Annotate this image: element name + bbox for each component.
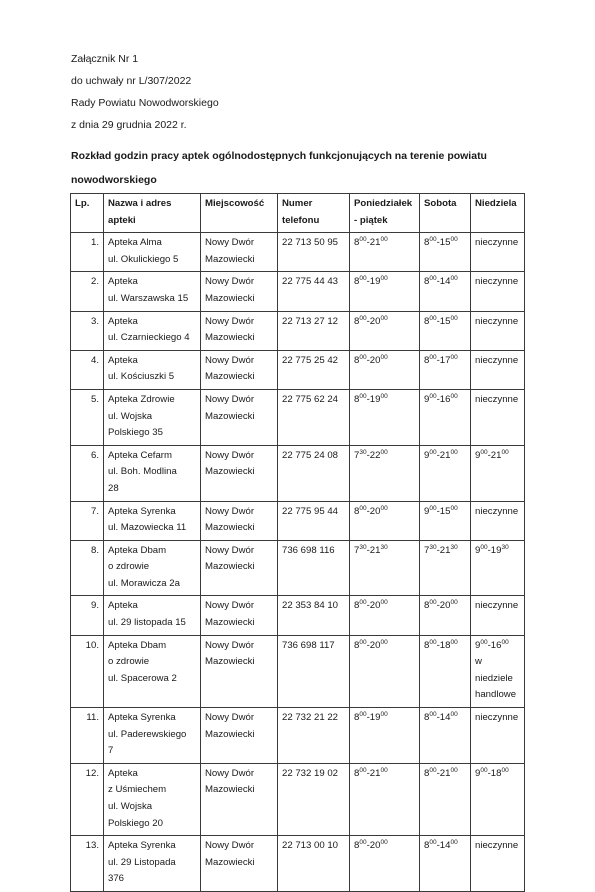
cell-phone: 22 775 95 44 (278, 501, 350, 540)
weekday-open-hour: 8 (354, 354, 360, 366)
sunday-close-hour: 21 (490, 449, 502, 461)
cell-city: Nowy Dwór Mazowiecki (201, 836, 278, 892)
table-row (71, 445, 525, 501)
saturday-open-minutes: 00 (429, 353, 437, 361)
sunday-closed-text: nieczynne (475, 712, 519, 724)
cell-city: Nowy Dwór Mazowiecki (201, 501, 278, 540)
saturday-open-minutes: 00 (429, 711, 437, 719)
cell-lp: 1. (71, 233, 104, 272)
cell-phone: 736 698 116 (278, 540, 350, 596)
table-row (71, 708, 525, 764)
weekday-close-minutes: 00 (380, 711, 388, 719)
saturday-open-hour: 8 (424, 354, 430, 366)
sunday-open-hour: 9 (475, 544, 481, 556)
cell-saturday-hours (420, 233, 471, 272)
weekday-open-minutes: 00 (359, 236, 367, 244)
sunday-range-dash: - (487, 767, 491, 779)
saturday-open-minutes: 00 (429, 504, 437, 512)
table-header-row (71, 194, 525, 233)
cell-lp: 12. (71, 763, 104, 835)
saturday-open-minutes: 00 (429, 392, 437, 400)
saturday-open-hour: 8 (424, 840, 430, 852)
saturday-close-minutes: 00 (450, 392, 458, 400)
cell-pharmacy-name: Apteka Syrenka ul. Mazowiecka 11 (104, 501, 201, 540)
saturday-open-minutes: 00 (429, 766, 437, 774)
cell-weekday-hours (350, 708, 420, 764)
cell-lp: 5. (71, 389, 104, 445)
sunday-closed-text: nieczynne (475, 840, 519, 852)
cell-pharmacy-name: Apteka Syrenka ul. 29 Listopada 376 (104, 836, 201, 892)
weekday-open-minutes: 00 (359, 275, 367, 283)
saturday-open-hour: 8 (424, 767, 430, 779)
sunday-close-minutes: 30 (501, 543, 509, 551)
cell-lp: 8. (71, 540, 104, 596)
column-header-weekdays: Poniedziałek - piątek (350, 194, 420, 233)
weekday-open-minutes: 00 (359, 638, 367, 646)
cell-sunday-hours (471, 389, 525, 445)
weekday-open-hour: 8 (354, 639, 360, 651)
cell-weekday-hours (350, 233, 420, 272)
weekday-close-minutes: 00 (380, 236, 388, 244)
weekday-open-hour: 8 (354, 505, 360, 517)
table-row (71, 389, 525, 445)
weekday-close-minutes: 00 (380, 392, 388, 400)
cell-lp: 4. (71, 350, 104, 389)
cell-saturday-hours (420, 763, 471, 835)
weekday-close-minutes: 00 (380, 275, 388, 283)
weekday-range-dash: - (366, 505, 370, 517)
saturday-open-hour: 9 (424, 505, 430, 517)
cell-sunday-hours (471, 350, 525, 389)
cell-phone: 22 775 25 42 (278, 350, 350, 389)
cell-weekday-hours (350, 540, 420, 596)
cell-sunday-hours (471, 708, 525, 764)
cell-phone: 22 775 44 43 (278, 272, 350, 311)
sunday-range-dash: - (487, 544, 491, 556)
saturday-close-hour: 14 (439, 840, 451, 852)
table-row (71, 836, 525, 892)
weekday-close-minutes: 00 (380, 448, 388, 456)
saturday-open-hour: 8 (424, 639, 430, 651)
sunday-closed-text: nieczynne (475, 276, 519, 288)
cell-weekday-hours (350, 350, 420, 389)
weekday-open-minutes: 00 (359, 353, 367, 361)
cell-lp: 6. (71, 445, 104, 501)
table-row (71, 540, 525, 596)
sunday-open-minutes: 00 (480, 543, 488, 551)
saturday-close-minutes: 00 (450, 638, 458, 646)
table-row (71, 501, 525, 540)
saturday-open-hour: 9 (424, 393, 430, 405)
cell-city: Nowy Dwór Mazowiecki (201, 311, 278, 350)
resolution-number: do uchwały nr L/307/2022 (71, 75, 192, 87)
saturday-open-hour: 8 (424, 237, 430, 249)
sunday-close-hour: 19 (490, 544, 502, 556)
weekday-open-hour: 8 (354, 237, 360, 249)
cell-saturday-hours (420, 635, 471, 707)
cell-saturday-hours (420, 708, 471, 764)
table-row (71, 635, 525, 707)
annex-number: Załącznik Nr 1 (71, 53, 139, 65)
weekday-close-minutes: 00 (380, 638, 388, 646)
saturday-range-dash: - (436, 600, 440, 612)
weekday-range-dash: - (366, 600, 370, 612)
saturday-close-minutes: 00 (450, 766, 458, 774)
weekday-open-hour: 8 (354, 712, 360, 724)
sunday-close-minutes: 00 (501, 448, 509, 456)
weekday-open-minutes: 00 (359, 839, 367, 847)
cell-phone: 22 713 00 10 (278, 836, 350, 892)
weekday-open-hour: 8 (354, 276, 360, 288)
cell-saturday-hours (420, 445, 471, 501)
weekday-open-hour: 7 (354, 544, 360, 556)
weekday-range-dash: - (366, 237, 370, 249)
weekday-close-minutes: 00 (380, 504, 388, 512)
cell-phone: 22 713 27 12 (278, 311, 350, 350)
cell-pharmacy-name: Apteka ul. Czarnieckiego 4 (104, 311, 201, 350)
saturday-close-hour: 15 (439, 237, 451, 249)
table-row (71, 350, 525, 389)
cell-city: Nowy Dwór Mazowiecki (201, 763, 278, 835)
sunday-open-hour: 9 (475, 639, 481, 651)
weekday-open-minutes: 30 (359, 448, 367, 456)
cell-sunday-hours (471, 445, 525, 501)
cell-sunday-hours (471, 311, 525, 350)
weekday-close-hour: 20 (369, 840, 381, 852)
cell-saturday-hours (420, 389, 471, 445)
column-header-name: Nazwa i adres apteki (104, 194, 201, 233)
weekday-range-dash: - (366, 544, 370, 556)
weekday-close-hour: 20 (369, 505, 381, 517)
weekday-range-dash: - (366, 393, 370, 405)
weekday-close-minutes: 00 (380, 314, 388, 322)
document-title: Rozkład godzin pracy aptek ogólnodostępnych funkcjonujących na terenie powiatu nowodworskiego (71, 150, 487, 186)
saturday-range-dash: - (436, 393, 440, 405)
saturday-close-hour: 16 (439, 393, 451, 405)
cell-phone: 22 353 84 10 (278, 596, 350, 635)
weekday-close-hour: 20 (369, 600, 381, 612)
saturday-close-minutes: 00 (450, 839, 458, 847)
saturday-open-minutes: 00 (429, 839, 437, 847)
cell-phone: 22 713 50 95 (278, 233, 350, 272)
cell-weekday-hours (350, 763, 420, 835)
weekday-open-minutes: 00 (359, 599, 367, 607)
table-row (71, 272, 525, 311)
saturday-range-dash: - (436, 840, 440, 852)
weekday-close-minutes: 00 (380, 353, 388, 361)
resolution-date: z dnia 29 grudnia 2022 r. (71, 119, 187, 131)
cell-weekday-hours (350, 311, 420, 350)
cell-city: Nowy Dwór Mazowiecki (201, 445, 278, 501)
cell-city: Nowy Dwór Mazowiecki (201, 350, 278, 389)
cell-weekday-hours (350, 272, 420, 311)
cell-city: Nowy Dwór Mazowiecki (201, 596, 278, 635)
cell-sunday-hours (471, 540, 525, 596)
weekday-open-minutes: 00 (359, 766, 367, 774)
weekday-close-hour: 21 (369, 767, 381, 779)
weekday-close-minutes: 00 (380, 766, 388, 774)
cell-phone: 736 698 117 (278, 635, 350, 707)
weekday-open-hour: 7 (354, 449, 360, 461)
cell-phone: 22 775 62 24 (278, 389, 350, 445)
cell-saturday-hours (420, 540, 471, 596)
saturday-open-hour: 8 (424, 712, 430, 724)
saturday-range-dash: - (436, 544, 440, 556)
table-row (71, 596, 525, 635)
saturday-range-dash: - (436, 767, 440, 779)
saturday-close-minutes: 00 (450, 711, 458, 719)
cell-pharmacy-name: Apteka ul. Warszawska 15 (104, 272, 201, 311)
cell-phone: 22 732 21 22 (278, 708, 350, 764)
cell-weekday-hours (350, 836, 420, 892)
cell-saturday-hours (420, 501, 471, 540)
cell-pharmacy-name: Apteka ul. Kościuszki 5 (104, 350, 201, 389)
cell-pharmacy-name: Apteka Syrenka ul. Paderewskiego 7 (104, 708, 201, 764)
cell-city: Nowy Dwór Mazowiecki (201, 233, 278, 272)
cell-pharmacy-name: Apteka Alma ul. Okulickiego 5 (104, 233, 201, 272)
cell-city: Nowy Dwór Mazowiecki (201, 635, 278, 707)
cell-sunday-hours (471, 836, 525, 892)
saturday-close-hour: 21 (439, 767, 451, 779)
weekday-open-hour: 8 (354, 393, 360, 405)
sunday-open-minutes: 00 (480, 448, 488, 456)
cell-lp: 11. (71, 708, 104, 764)
sunday-close-hour: 16 (490, 639, 502, 651)
saturday-close-hour: 15 (439, 315, 451, 327)
table-row (71, 233, 525, 272)
saturday-close-minutes: 00 (450, 275, 458, 283)
saturday-open-minutes: 00 (429, 275, 437, 283)
weekday-open-hour: 8 (354, 840, 360, 852)
sunday-open-hour: 9 (475, 449, 481, 461)
cell-sunday-hours (471, 233, 525, 272)
weekday-range-dash: - (366, 449, 370, 461)
cell-saturday-hours (420, 836, 471, 892)
weekday-close-hour: 22 (369, 449, 381, 461)
column-header-city: Miejscowość (201, 194, 278, 233)
sunday-closed-text: nieczynne (475, 237, 519, 249)
weekday-close-minutes: 00 (380, 599, 388, 607)
cell-saturday-hours (420, 596, 471, 635)
sunday-closed-text: nieczynne (475, 315, 519, 327)
saturday-close-minutes: 00 (450, 314, 458, 322)
cell-pharmacy-name: Apteka ul. 29 listopada 15 (104, 596, 201, 635)
weekday-close-hour: 20 (369, 354, 381, 366)
saturday-close-hour: 14 (439, 712, 451, 724)
weekday-range-dash: - (366, 354, 370, 366)
saturday-close-minutes: 00 (450, 236, 458, 244)
cell-weekday-hours (350, 596, 420, 635)
saturday-open-hour: 9 (424, 449, 430, 461)
cell-lp: 3. (71, 311, 104, 350)
saturday-close-hour: 21 (439, 449, 451, 461)
saturday-open-hour: 7 (424, 544, 430, 556)
weekday-close-hour: 21 (369, 237, 381, 249)
sunday-closed-text: nieczynne (475, 505, 519, 517)
sunday-range-dash: - (487, 639, 491, 651)
saturday-close-minutes: 00 (450, 504, 458, 512)
cell-lp: 9. (71, 596, 104, 635)
saturday-range-dash: - (436, 315, 440, 327)
weekday-open-hour: 8 (354, 767, 360, 779)
saturday-close-hour: 17 (439, 354, 451, 366)
weekday-close-hour: 21 (369, 544, 381, 556)
sunday-close-minutes: 00 (501, 638, 509, 646)
cell-phone: 22 775 24 08 (278, 445, 350, 501)
saturday-range-dash: - (436, 276, 440, 288)
cell-saturday-hours (420, 311, 471, 350)
weekday-close-minutes: 00 (380, 839, 388, 847)
saturday-open-minutes: 00 (429, 448, 437, 456)
cell-lp: 10. (71, 635, 104, 707)
saturday-range-dash: - (436, 237, 440, 249)
column-header-lp: Lp. (71, 194, 104, 233)
cell-weekday-hours (350, 635, 420, 707)
cell-city: Nowy Dwór Mazowiecki (201, 272, 278, 311)
saturday-close-minutes: 00 (450, 448, 458, 456)
weekday-close-hour: 20 (369, 639, 381, 651)
cell-pharmacy-name: Apteka Zdrowie ul. Wojska Polskiego 35 (104, 389, 201, 445)
column-header-sunday: Niedziela (471, 194, 525, 233)
cell-weekday-hours (350, 445, 420, 501)
cell-sunday-hours (471, 596, 525, 635)
pharmacy-hours-table (70, 193, 525, 892)
weekday-open-minutes: 00 (359, 314, 367, 322)
weekday-range-dash: - (366, 639, 370, 651)
weekday-range-dash: - (366, 767, 370, 779)
saturday-range-dash: - (436, 505, 440, 517)
cell-lp: 2. (71, 272, 104, 311)
weekday-range-dash: - (366, 315, 370, 327)
saturday-close-hour: 15 (439, 505, 451, 517)
sunday-closed-text: nieczynne (475, 600, 519, 612)
weekday-range-dash: - (366, 840, 370, 852)
cell-phone: 22 732 19 02 (278, 763, 350, 835)
saturday-open-minutes: 00 (429, 236, 437, 244)
weekday-close-hour: 19 (369, 712, 381, 724)
weekday-open-hour: 8 (354, 315, 360, 327)
saturday-range-dash: - (436, 354, 440, 366)
saturday-close-minutes: 00 (450, 353, 458, 361)
table-body (71, 233, 525, 892)
cell-pharmacy-name: Apteka Dbam o zdrowie ul. Spacerowa 2 (104, 635, 201, 707)
cell-sunday-hours (471, 635, 525, 707)
saturday-close-minutes: 30 (450, 543, 458, 551)
cell-saturday-hours (420, 272, 471, 311)
sunday-open-minutes: 00 (480, 638, 488, 646)
saturday-open-hour: 8 (424, 600, 430, 612)
weekday-open-minutes: 00 (359, 711, 367, 719)
cell-sunday-hours (471, 272, 525, 311)
sunday-closed-text: nieczynne (475, 354, 519, 366)
weekday-range-dash: - (366, 276, 370, 288)
saturday-open-minutes: 00 (429, 599, 437, 607)
cell-pharmacy-name: Apteka Cefarm ul. Boh. Modlina 28 (104, 445, 201, 501)
cell-saturday-hours (420, 350, 471, 389)
cell-weekday-hours (350, 389, 420, 445)
column-header-phone: Numer telefonu (278, 194, 350, 233)
cell-sunday-hours (471, 763, 525, 835)
saturday-range-dash: - (436, 639, 440, 651)
weekday-open-minutes: 30 (359, 543, 367, 551)
sunday-open-minutes: 00 (480, 766, 488, 774)
weekday-close-minutes: 30 (380, 543, 388, 551)
cell-city: Nowy Dwór Mazowiecki (201, 389, 278, 445)
cell-pharmacy-name: Apteka z Uśmiechem ul. Wojska Polskiego 20 (104, 763, 201, 835)
weekday-close-hour: 19 (369, 393, 381, 405)
saturday-range-dash: - (436, 712, 440, 724)
council-name: Rady Powiatu Nowodworskiego (71, 97, 219, 109)
cell-lp: 13. (71, 836, 104, 892)
saturday-close-minutes: 00 (450, 599, 458, 607)
saturday-close-hour: 21 (439, 544, 451, 556)
saturday-open-hour: 8 (424, 276, 430, 288)
saturday-range-dash: - (436, 449, 440, 461)
sunday-close-minutes: 00 (501, 766, 509, 774)
saturday-close-hour: 14 (439, 276, 451, 288)
saturday-open-minutes: 30 (429, 543, 437, 551)
cell-pharmacy-name: Apteka Dbam o zdrowie ul. Morawicza 2a (104, 540, 201, 596)
sunday-range-dash: - (487, 449, 491, 461)
sunday-open-hour: 9 (475, 767, 481, 779)
saturday-open-minutes: 00 (429, 314, 437, 322)
weekday-close-hour: 20 (369, 315, 381, 327)
cell-lp: 7. (71, 501, 104, 540)
column-header-saturday: Sobota (420, 194, 471, 233)
weekday-open-minutes: 00 (359, 504, 367, 512)
cell-weekday-hours (350, 501, 420, 540)
sunday-note: w niedziele handlowe (475, 656, 517, 701)
weekday-open-hour: 8 (354, 600, 360, 612)
saturday-close-hour: 18 (439, 639, 451, 651)
cell-city: Nowy Dwór Mazowiecki (201, 540, 278, 596)
table-row (71, 763, 525, 835)
saturday-close-hour: 20 (439, 600, 451, 612)
weekday-close-hour: 19 (369, 276, 381, 288)
weekday-open-minutes: 00 (359, 392, 367, 400)
sunday-closed-text: nieczynne (475, 393, 519, 405)
sunday-close-hour: 18 (490, 767, 502, 779)
saturday-open-minutes: 00 (429, 638, 437, 646)
table-row (71, 311, 525, 350)
cell-city: Nowy Dwór Mazowiecki (201, 708, 278, 764)
cell-sunday-hours (471, 501, 525, 540)
saturday-open-hour: 8 (424, 315, 430, 327)
weekday-range-dash: - (366, 712, 370, 724)
